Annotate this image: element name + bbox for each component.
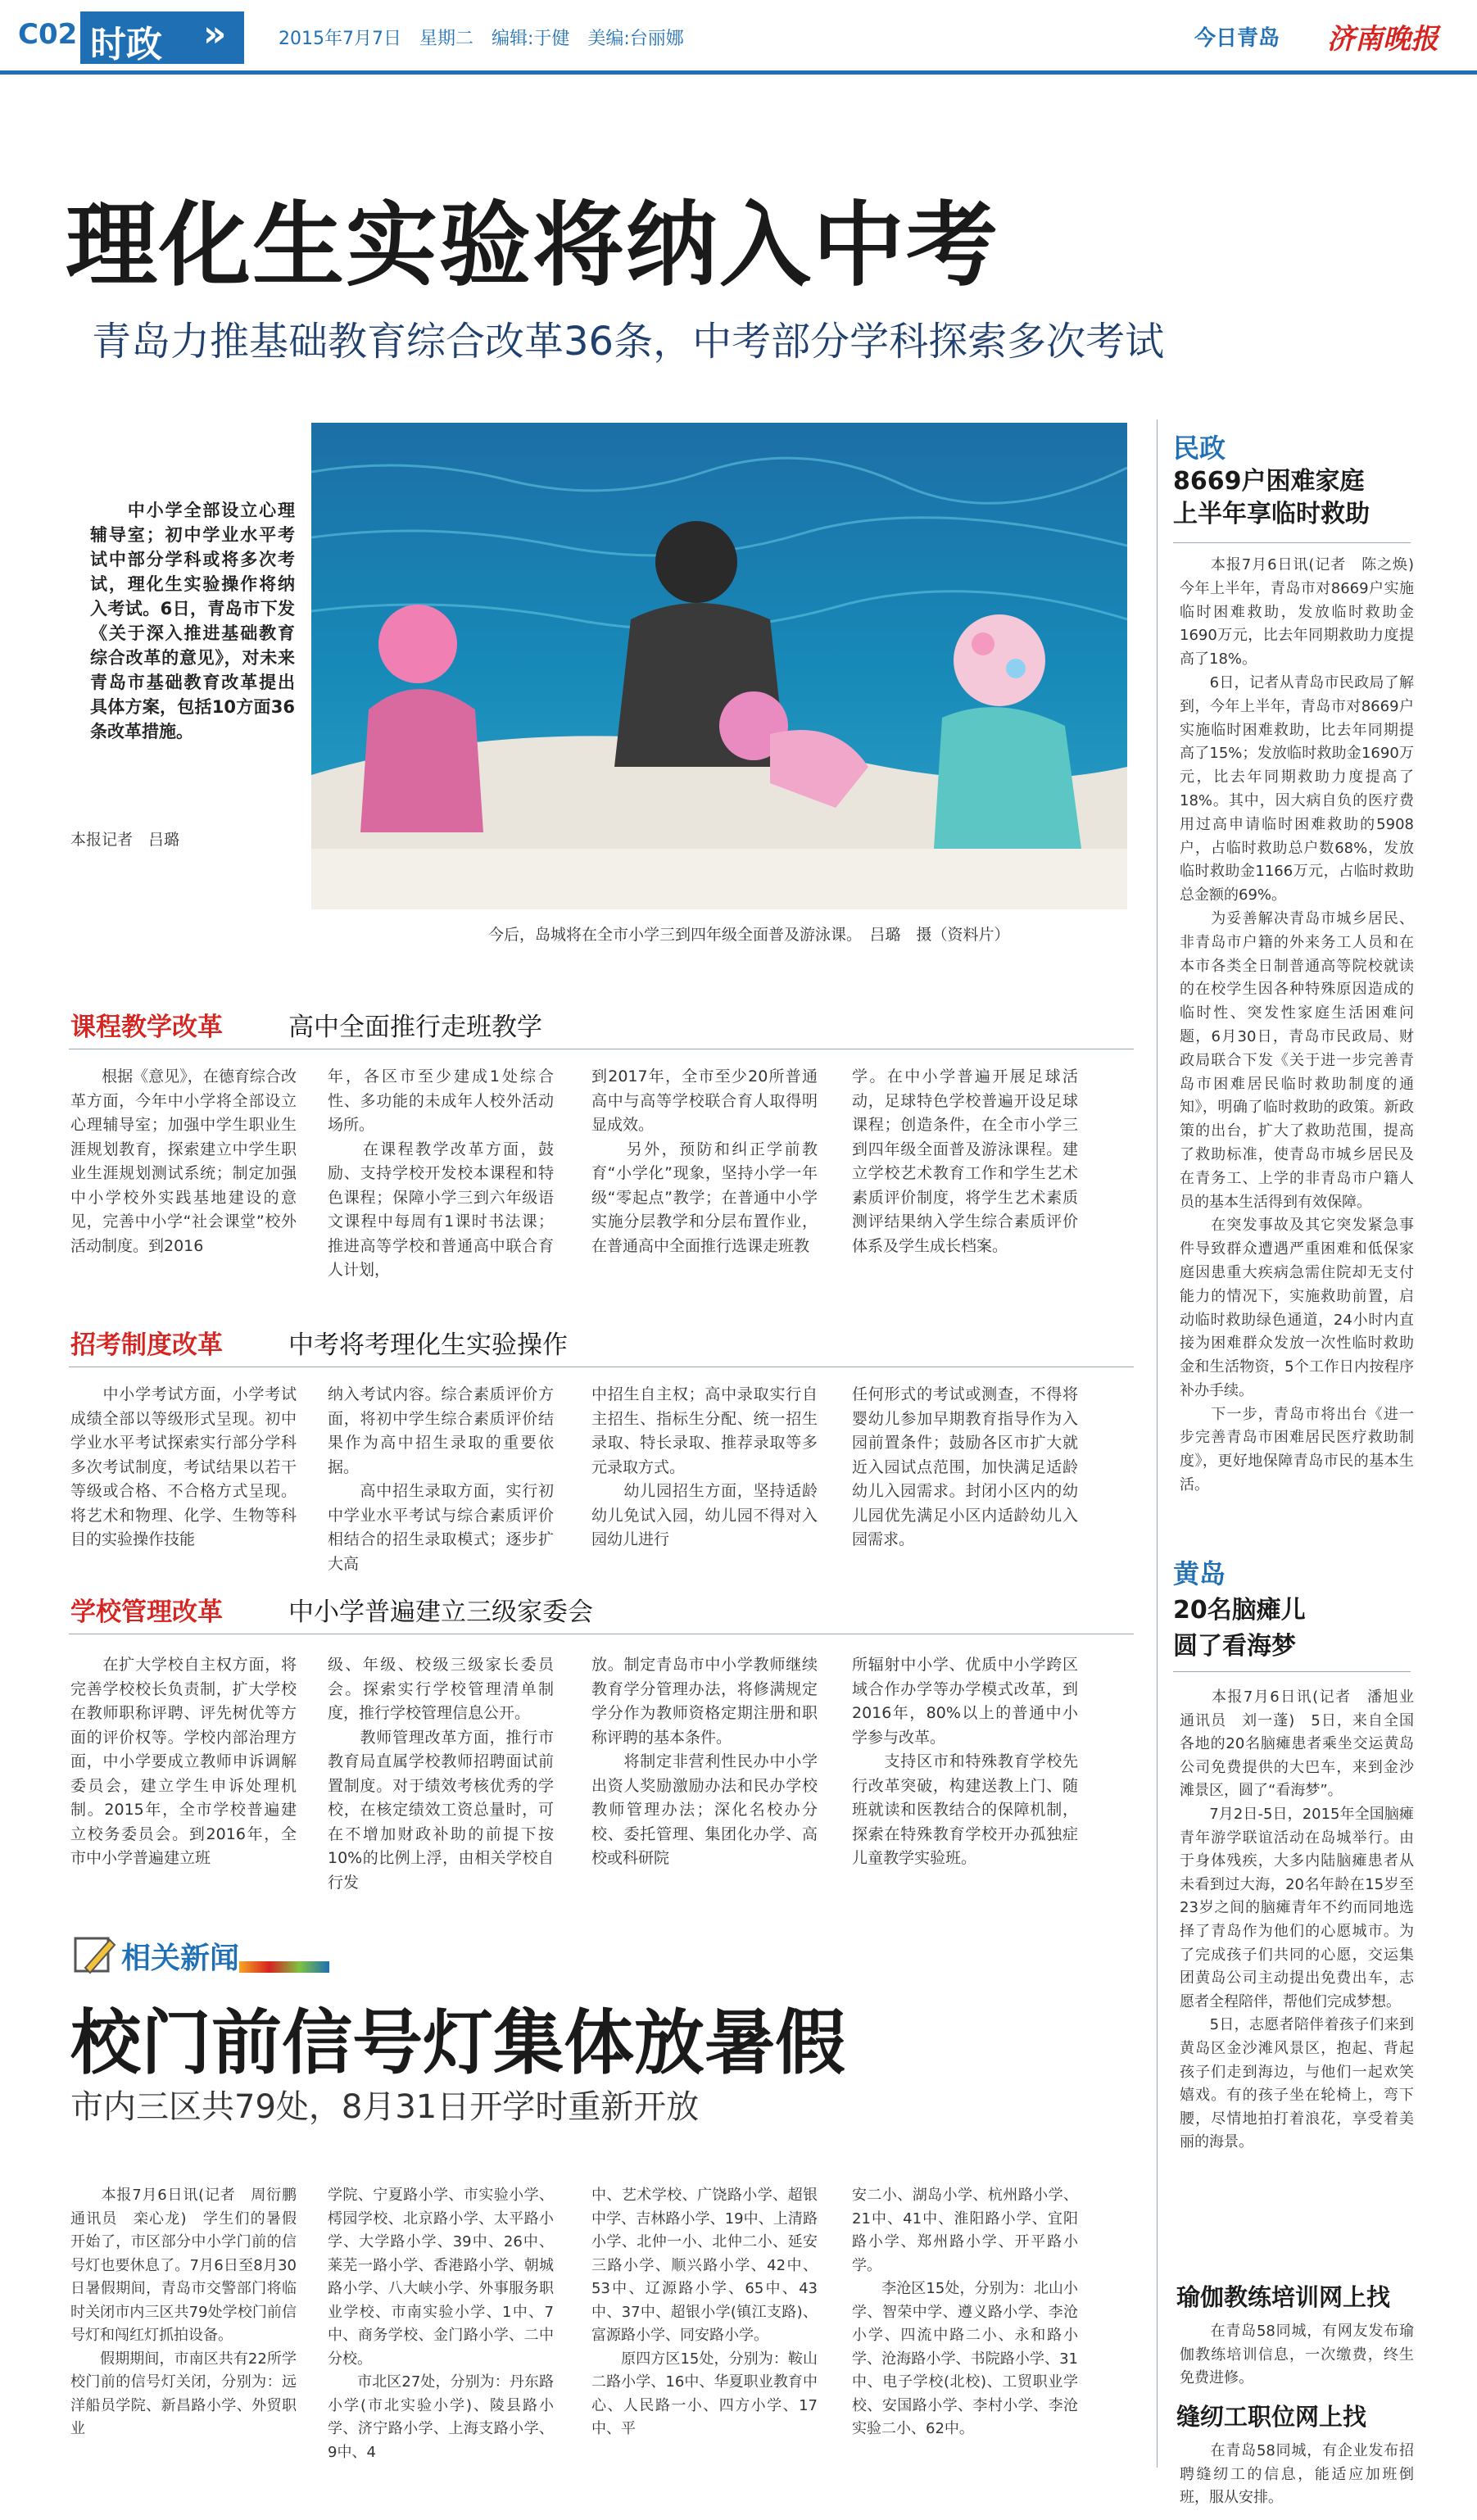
section2-col3: 中招生自主权；高中录取实行自主招生、指标生分配、统一招生录取、特长录取、推荐录取等多元录取方式。 幼儿园招生方面，坚持适龄幼儿免试入园，幼儿园不得对入园幼儿进行 xyxy=(591,1385,818,1548)
section3-col2: 级、年级、校级三级家长委员会。探索实行学校管理清单制度，推行学校管理信息公开。 教师管理改革方面，推行市教育局直属学校教师招聘面试前置制度。对于绩效考核优秀的学校，在核定绩效工资总量时，可在不增加财政补助的前提下按10%的比例上浮，由相关学校自行发 xyxy=(328,1656,554,1892)
related-headline: 校门前信号灯集体放暑假 xyxy=(70,2002,845,2084)
side-body-huangdao: 本报7月6日讯(记者 潘旭业 通讯员 刘一蓬) 5日，来自全国各地的20名脑瘫患者乘坐交运黄岛公司免费提供的大巴车，来到金沙滩景区，圆了“看海梦”。 7月2日-5日，2015年全国脑瘫青年游学联谊活动在岛城举行。由于身体残疾，大多内陆脑瘫患者从未看到过大海，20名年龄在15岁至23岁之间的脑瘫青年不约而同地选择了青岛作为他们的心愿城市。为了完成孩子们共同的心愿，交运集团黄岛公司主动提出免费出车，志愿者全程陪伴，帮他们完成梦想。 5日，志愿者陪伴着孩子们来到黄岛区金沙滩风景区，抱起、背起孩子们走到海边，与他们一起欢笑嬉戏。有的孩子坐在轮椅上，弯下腰，尽情地拍打着浪花，享受着美丽的海景。 xyxy=(1180,1688,1414,2151)
section1-col3: 到2017年，全市至少20所普通高中与高等学校联合育人取得明显成效。 另外，预防和纠正学前教育“小学化”现象，坚持小学一年级“零起点”教学；在普通中小学实施分层教学和分层布置作业，在普通高中全面推行选课走班教 xyxy=(591,1067,818,1255)
related-news-banner xyxy=(70,1932,333,1978)
side-head-yoga: 瑜伽教练培训网上找 xyxy=(1176,2283,1391,2311)
side-body-yoga: 在青岛58同城，有网友发布瑜伽教练培训信息，一次缴费，终生免费进修。 xyxy=(1180,2323,1414,2387)
section1-col4: 学。在中小学普遍开展足球活动，足球特色学校普遍开设足球课程；创造条件，在全市小学三到四年级全面普及游泳课程。建立学校艺术教育工作和学生艺术素质评价制度，将学生艺术素质测评结果纳入学生综合素质评价体系及学生成长档案。 xyxy=(852,1067,1078,1255)
main-side-divider xyxy=(1157,419,1158,2468)
lead-photo xyxy=(311,423,1127,909)
swimming-class-photo xyxy=(311,423,1127,909)
section-badge xyxy=(80,11,244,64)
lead-intro: 中小学全部设立心理辅导室；初中学业水平考试中部分学科或将多次考试，理化生实验操作将纳入考试。6日，青岛市下发《关于深入推进基础教育综合改革的意见》，对未来青岛市基础教育改革提出具体方案，包括10方面36条改革措施。 xyxy=(90,501,295,741)
side-rule xyxy=(1173,1671,1411,1672)
section-label-management: 学校管理改革 xyxy=(70,1598,223,1627)
section-arrow-icon: » xyxy=(203,13,227,55)
pencil-icon xyxy=(70,1932,120,1978)
related-subhead: 市内三区共79处，8月31日开学时重新开放 xyxy=(70,2088,700,2126)
section2-col4: 任何形式的考试或测查，不得将婴幼儿参加早期教育指导作为入园前置条件；鼓励各区市扩大就近入园试点范围，加快满足适龄幼儿入园需求。封闭小区内的幼儿园优先满足小区内适龄幼儿入园需求。 xyxy=(852,1385,1078,1548)
side-head-1a: 8669户困难家庭 xyxy=(1173,467,1365,496)
section3-col3: 放。制定青岛市中小学教师继续教育学分管理办法，将修满规定学分作为教师资格定期注册和职称评聘的基本条件。 将制定非营利性民办中小学出资人奖励激励办法和民办学校教师管理办法；深化名校办分校、委托管理、集团化办学、高校或科研院 xyxy=(591,1656,818,1867)
section2-col2: 纳入考试内容。综合素质评价方面，将初中学生综合素质评价结果作为高中招生录取的重要依据。 高中招生录取方面，实行初中学业水平考试与综合素质评价相结合的招生录取模式；逐步扩大高 xyxy=(328,1385,554,1573)
side-head-1b: 上半年享临时救助 xyxy=(1173,500,1370,528)
side-head-2a: 20名脑瘫儿 xyxy=(1173,1596,1306,1625)
section1-col2: 年，各区市至少建成1处综合性、多功能的未成年人校外活动场所。 在课程教学改革方面，鼓励、支持学校开发校本课程和特色课程；保障小学三到六年级语文课程中每周有1课时书法课；推进高等学校和普通高中联合育人计划， xyxy=(328,1067,554,1279)
side-head-sewing: 缝纫工职位网上找 xyxy=(1176,2403,1367,2431)
header-rule xyxy=(0,70,1477,75)
related-tag: 相关新闻 xyxy=(121,1942,240,1975)
side-tag-civil-affairs: 民政 xyxy=(1173,433,1226,464)
section-title-management: 中小学普遍建立三级家委会 xyxy=(288,1598,593,1627)
side-rule xyxy=(1173,542,1411,543)
related-stripe xyxy=(239,1961,329,1973)
related-col4: 安二小、湖岛小学、杭州路小学、21中、41中、淮阳路小学、宜阳路小学、郑州路小学、开平路小学。 李沧区15处，分别为：北山小学、智荣中学、遵义路小学、李沧小学、四流中路二小、永和路小学、沧海路小学、书院路小学、31中、电子学校(北校)、工贸职业学校、安国路小学、李村小学、李沧实验二小、62中。 xyxy=(852,2187,1078,2437)
side-head-2b: 圆了看海梦 xyxy=(1173,1632,1296,1661)
section-title-admission: 中考将考理化生实验操作 xyxy=(288,1330,568,1360)
side-body-civil-affairs: 本报7月6日讯(记者 陈之焕) 今年上半年，青岛市对8669户实施临时困难救助，发放临时救助金1690万元，比去年同期救助力度提高了18%。 6日，记者从青岛市民政局了解到，今年上半年，青岛市对8669户实施临时困难救助，比去年同期提高了15%；发放临时救助金1690万元，比去年同期救助力度提高了18%。其中，因大病自负的医疗费用过高申请临时困难救助的5908户，占临时救助总户数68%，发放临时救助金1166万元，占临时救助总金额的69%。 为妥善解决青岛市城乡居民、非青岛市户籍的外来务工人员和在本市各类全日制普通高等院校就读的在校学生因各种特殊原因造成的临时性、突发性家庭生活困难问题，6月30日，青岛市民政局、财政局联合下发《关于进一步完善青岛市困难居民临时救助制度的通知》，明确了临时救助的政策。新政策的出台，扩大了救助范围，提高了救助标准，使青岛市城乡居民及在青务工、上学的非青岛市户籍人员的基本生活得到有效保障。 在突发事故及其它突发紧急事件导致群众遭遇严重困难和低保家庭因患重大疾病急需住院却无支付能力的情况下，实施救助前置，启动临时救助绿色通道，24小时内直接为困难群众发放一次性临时救助金和生活物资，5个工作日内按程序补办手续。 下一步，青岛市将出台《进一步完善青岛市困难居民医疗救助制度》，更好地保障青岛市民的基本生活。 xyxy=(1180,556,1414,1494)
section1-col1: 根据《意见》，在德育综合改革方面，今年中小学将全部设立心理辅导室；加强中学生职业生涯规划教育，探索建立中学生职业生涯规划测试系统；制定加强中小学校外实践基地建设的意见，完善中小学“社会课堂”校外活动制度。到2016 xyxy=(70,1067,297,1255)
related-col1: 本报7月6日讯(记者 周衍鹏 通讯员 栾心龙) 学生们的暑假开始了，市区部分中小学门前的信号灯也要休息了。7月6日至8月30日暑假期间，青岛市交警部门将临时关闭市内三区共79处学校门前信号灯和闯红灯抓拍设备。 假期期间，市南区共有22所学校门前的信号灯关闭，分别为：远洋船员学院、新昌路小学、外贸职业 xyxy=(70,2187,297,2437)
brand-logo: 济南晚报 xyxy=(1327,23,1438,56)
side-body-sewing: 在青岛58同城，有企业发布招聘缝纫工的信息，能适应加班倒班，服从安排。 xyxy=(1180,2442,1414,2507)
brand-left: 今日青岛 xyxy=(1194,26,1280,51)
section3-col4: 所辐射中小学、优质中小学跨区域合作办学等办学模式改革，到2016年，80%以上的普通中小学参与改革。 支持区市和特殊教育学校先行改革突破，构建送教上门、随班就读和医教结合的保障机制，探索在特殊教育学校开办孤独症儿童教学实验班。 xyxy=(852,1656,1078,1867)
lead-byline: 本报记者 吕璐 xyxy=(70,831,180,849)
issue-meta: 2015年7月7日 星期二 编辑:于健 美编:台丽娜 xyxy=(279,29,684,49)
side-tag-huangdao: 黄岛 xyxy=(1173,1558,1226,1589)
section-name: 时政 xyxy=(90,24,162,66)
lead-subhead: 青岛力推基础教育综合改革36条，中考部分学科探索多次考试 xyxy=(92,319,1165,365)
section-label-admission: 招考制度改革 xyxy=(70,1330,223,1360)
section-label-curriculum: 课程教学改革 xyxy=(70,1013,223,1042)
page-header xyxy=(0,0,1477,79)
lead-headline: 理化生实验将纳入中考 xyxy=(66,193,999,299)
section2-col1: 中小学考试方面，小学考试成绩全部以等级形式呈现。初中学业水平考试探索实行部分学科多次考试制度，考试结果以若干等级或合格、不合格方式呈现。将艺术和物理、化学、生物等科目的实验操作技能 xyxy=(70,1385,297,1548)
photo-caption: 今后，岛城将在全市小学三到四年级全面普及游泳课。 吕璐 摄（资料片） xyxy=(488,926,1010,944)
section-title-curriculum: 高中全面推行走班教学 xyxy=(288,1013,542,1042)
section3-col1: 在扩大学校自主权方面，将完善学校校长负责制，扩大学校在教师职称评聘、评先树优等方面的评价权等。学校内部治理方面，中小学要成立教师申诉调解委员会，建立学生申诉处理机制。2015年，全市学校普遍建立校务委员会。到2016年，全市中小学普遍建立班 xyxy=(70,1656,297,1867)
related-col2: 学院、宁夏路小学、市实验小学、樗园学校、北京路小学、太平路小学、大学路小学、39中、26中、莱芜一路小学、香港路小学、朝城路小学、八大峡小学、外事服务职业学校、市南实验小学、1中、7中、商务学校、金门路小学、二中分校。 市北区27处，分别为：丹东路小学(市北实验小学)、陵县路小学、济宁路小学、上海支路小学、9中、4 xyxy=(328,2187,554,2461)
page-number: C02 xyxy=(18,18,78,51)
related-col3: 中、艺术学校、广饶路小学、超银中学、吉林路小学、19中、上清路小学、北仲一小、北仲二小、延安三路小学、顺兴路小学、42中、53中、辽源路小学、65中、43中、37中、超银小学(镇江支路)、富源路小学、同安路小学。 原四方区15处，分别为：鞍山二路小学、16中、华夏职业教育中心、人民路一小、四方小学、17中、平 xyxy=(591,2187,818,2437)
